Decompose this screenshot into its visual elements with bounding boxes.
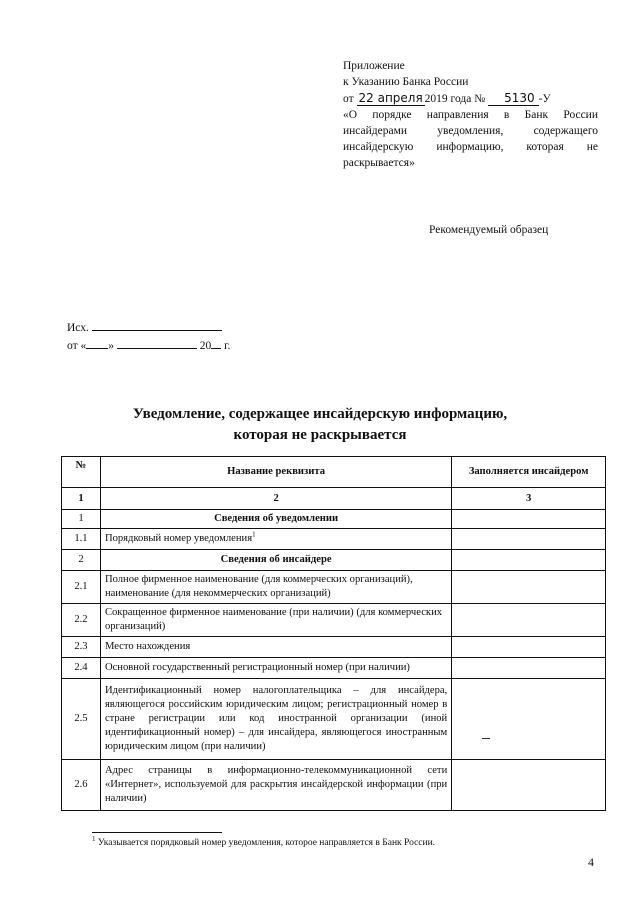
sample-label: Рекомендуемый образец (429, 224, 549, 236)
date-quote-close: » (108, 340, 114, 352)
requisite-name: Сведения об уведомлении (214, 513, 339, 524)
appendix-line-2: к Указанию Банка России (343, 76, 469, 88)
page-number: 4 (588, 855, 594, 869)
header-number: № (62, 457, 101, 488)
column-numbers-row (62, 488, 606, 510)
requisite-name-cell (100, 529, 451, 550)
column-number-2: 2 (100, 488, 451, 510)
requisite-name-cell (100, 760, 451, 811)
requisite-name: Полное фирменное наименование (для коммерческих организаций), наименование (для некоммерческих организаций) (104, 574, 413, 599)
document-title (60, 404, 580, 446)
month-blank (117, 338, 197, 349)
appendix-date-line (343, 90, 598, 107)
row-number: 2 (62, 550, 101, 571)
table-header-row (62, 457, 606, 488)
date-prefix: от (343, 93, 354, 105)
row-number: 2.3 (62, 637, 101, 658)
table-row (62, 760, 606, 811)
outgoing-number-line (67, 319, 230, 337)
appendix-header (343, 58, 598, 171)
row-number: 2.6 (62, 760, 101, 811)
row-number: 1.1 (62, 529, 101, 550)
footnote-mark: 1 (92, 834, 96, 843)
handwritten-number: 5130 (488, 91, 539, 106)
table-row (62, 604, 606, 637)
handwritten-date: 22 апреля (358, 91, 423, 105)
requisite-name: Идентификационный номер налогоплательщика – для инсайдера, являющегося российским юридическим лицом; регистрационный номер в стране регистрации или код иностранной организации (иной идентификационный номер) – для инсайдера, являющегося иностранным юридическим лицом (при наличии) (104, 685, 448, 752)
table-row (62, 571, 606, 604)
appendix-subject: «О порядке направления в Банк России инсайдерами уведомления, содержащего инсайдерскую информацию, которая не раскрывается» (343, 109, 598, 169)
header-requisite-name: Название реквизита (100, 457, 451, 488)
outgoing-reference (67, 319, 230, 355)
row-number: 2.5 (62, 679, 101, 760)
insider-value-cell (452, 571, 606, 604)
footnote-reference: 1 (252, 530, 256, 539)
date-from-label: от « (67, 340, 87, 352)
outgoing-ref-label: Исх. (67, 322, 89, 334)
table-section-row (62, 510, 606, 529)
column-number-1: 1 (62, 488, 101, 510)
requisite-name-cell (100, 637, 451, 658)
table-section-row (62, 550, 606, 571)
requisite-name-cell (100, 571, 451, 604)
table-row (62, 679, 606, 760)
requisite-name-cell (100, 679, 451, 760)
insider-value-cell (452, 604, 606, 637)
insider-value-cell (452, 510, 606, 529)
title-line-2: которая не раскрывается (233, 427, 407, 443)
footnote (92, 834, 436, 848)
appendix-line-1: Приложение (343, 60, 405, 72)
title-line-1: Уведомление, содержащее инсайдерскую информацию, (132, 406, 508, 422)
requisite-name: Место нахождения (104, 641, 191, 652)
requisites-table (61, 456, 606, 811)
requisite-name: Основной государственный регистрационный номер (при наличии) (104, 662, 410, 673)
insider-value-cell (452, 637, 606, 658)
footnote-separator (92, 832, 222, 833)
requisite-name-cell (100, 658, 451, 679)
requisite-name: Сокращенное фирменное наименование (при наличии) (для коммерческих организаций) (104, 607, 443, 632)
outgoing-date-line (67, 337, 230, 355)
insider-value-cell (452, 550, 606, 571)
header-filled-by-insider: Заполняется инсайдером (452, 457, 606, 488)
requisite-name: Порядковый номер уведомления (104, 533, 253, 544)
row-number: 1 (62, 510, 101, 529)
table-row (62, 658, 606, 679)
requisite-name-cell (100, 604, 451, 637)
day-blank (86, 338, 108, 349)
insider-value-cell (452, 658, 606, 679)
date-suffix: 2019 года № (424, 93, 486, 105)
row-number: 2.2 (62, 604, 101, 637)
table-row (62, 529, 606, 550)
insider-value-cell (452, 529, 606, 550)
requisite-name: Адрес страницы в информационно-телекоммуникационной сети «Интернет», используемой для раскрытия инсайдерской информации (при наличии) (104, 765, 448, 804)
insider-value-cell (452, 679, 606, 760)
table-row (62, 637, 606, 658)
insider-value-cell (452, 760, 606, 811)
outgoing-number-blank (92, 320, 222, 331)
stray-dash-mark (482, 738, 490, 739)
requisite-name-cell (100, 510, 451, 529)
year-prefix: 20 (199, 340, 212, 352)
year-suffix: г. (224, 340, 231, 352)
year-blank (211, 338, 221, 349)
footnote-text: Указывается порядковый номер уведомления, которое направляется в Банк России. (97, 838, 436, 848)
requisite-name: Сведения об инсайдере (220, 554, 332, 565)
column-number-3: 3 (452, 488, 606, 510)
requisite-name-cell (100, 550, 451, 571)
row-number: 2.4 (62, 658, 101, 679)
row-number: 2.1 (62, 571, 101, 604)
number-suffix: -У (538, 93, 551, 105)
